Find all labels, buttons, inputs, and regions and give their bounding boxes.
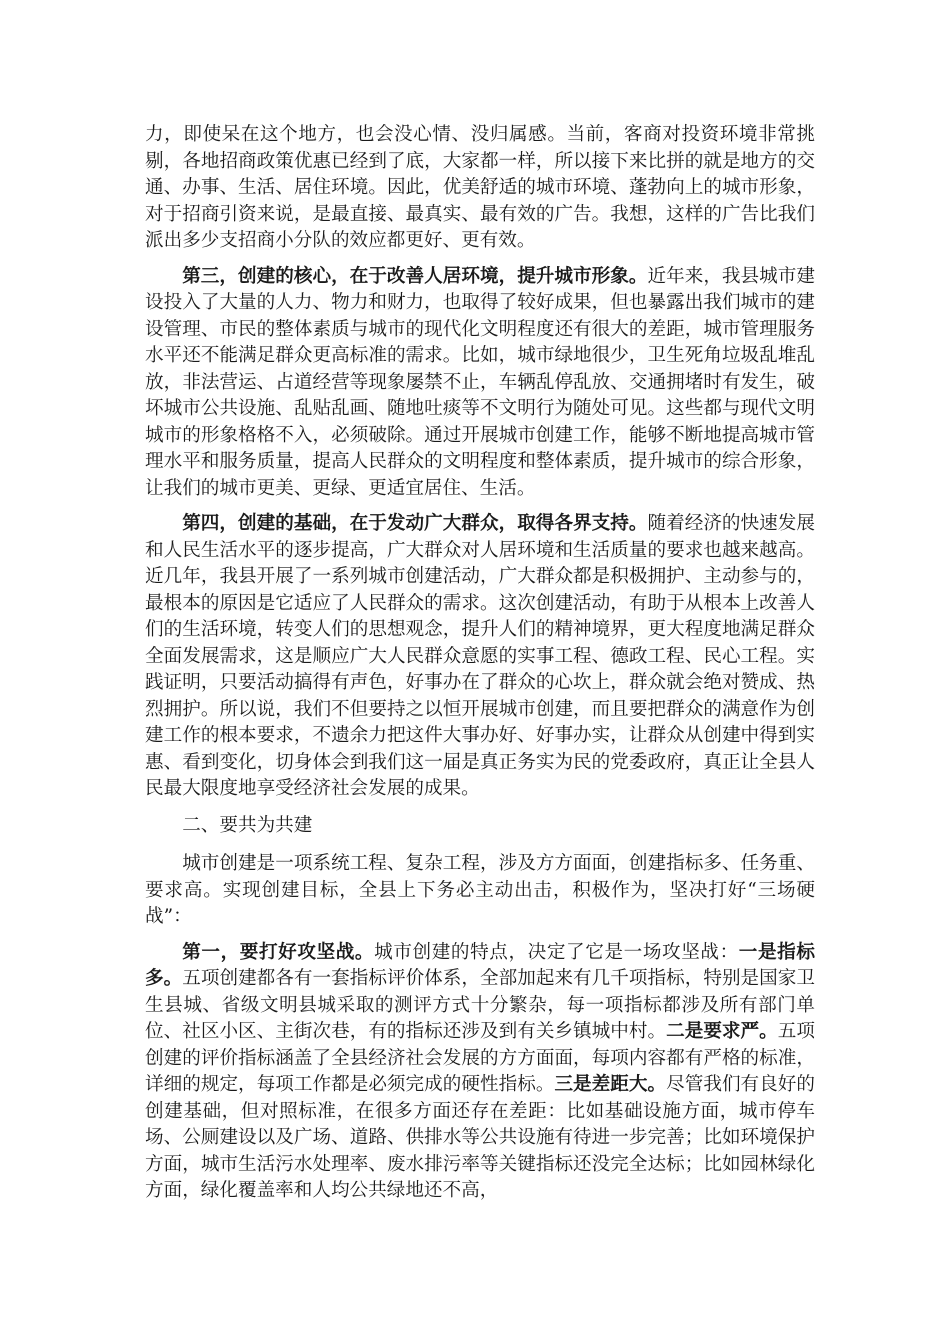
paragraph-text: 力，即使呆在这个地方，也会没心情、没归属感。当前，客商对投资环境非常挑剔，各地招商政策优惠已经到了底，大家都一样，所以接下来比拼的就是地方的交通、办事、生活、居住环境。因此，优美舒适的城市环境、蓬勃向上的城市形象，对于招商引资来说，是最直接、最真实、最有效的广告。我想，这样的广告比我们派出多少支招商小分队的效应都更好、更有效。 [145, 124, 815, 251]
paragraph-text: 近年来，我县城市建设投入了大量的人力、物力和财力，也取得了较好成果，但也暴露出我们城市的建设管理、市民的整体素质与城市的现代化文明程度还有很大的差距，城市管理服务水平还不能满足群众更高标准的需求。比如，城市绿地很少，卫生死角垃圾乱堆乱放，非法营运、占道经营等现象屡禁不止，车辆乱停乱放、交通拥堵时有发生，破坏城市公共设施、乱贴乱画、随地吐痰等不文明行为随处可见。这些都与现代文明城市的形象格格不入，必须破除。通过开展城市创建工作，能够不断地提高城市管理水平和服务质量，提高人民群众的文明程度和整体素质，提升城市的综合形象，让我们的城市更美、更绿、更适宜居住、生活。 [145, 265, 815, 499]
paragraph-text: 城市创建的特点，决定了它是一场攻坚战： [374, 941, 739, 963]
paragraph-text: 城市创建是一项系统工程、复杂工程，涉及方方面面，创建指标多、任务重、要求高。实现创建目标，全县上下务必主动出击，积极作为，坚决打好“三场硬战”： [145, 853, 815, 927]
paragraph-point-four [145, 511, 815, 803]
point-many-indicators: 一是指标多。 [145, 941, 815, 989]
paragraph-investment-environment [145, 122, 815, 255]
first-battle-heading: 第一，要打好攻坚战。 [182, 941, 375, 963]
paragraph-point-three [145, 264, 815, 503]
document-page [145, 122, 815, 1214]
paragraph-text: 五项创建都各有一套指标评价体系，全部加起来有几千项指标，特别是国家卫生县城、省级文明县城采取的测评方式十分繁杂，每一项指标都涉及所有部门单位、社区小区、主街次巷，有的指标还涉及到有关乡镇城中村。 [145, 968, 815, 1042]
point-three-heading: 第三，创建的核心，在于改善人居环境，提升城市形象。 [182, 265, 648, 287]
paragraph-section-intro [145, 851, 815, 931]
paragraph-text: 随着经济的快速发展和人民生活水平的逐步提高，广大群众对人居环境和生活质量的要求也越来越高。近几年，我县开展了一系列城市创建活动，广大群众都是积极拥护、主动参与的，最根本的原因是它适应了人民群众的需求。这次创建活动，有助于从根本上改善人们的生活环境，转变人们的思想观念，提升人们的精神境界，更大程度地满足群众全面发展需求，这是顺应广大人民群众意愿的实事工程、德政工程、民心工程。实践证明，只要活动搞得有声色，好事办在了群众的心坎上，群众就会绝对赞成、热烈拥护。所以说，我们不但要持之以恒开展城市创建，而且要把群众的满意作为创建工作的根本要求，不遗余力把这件大事办好、好事办实，让群众从创建中得到实惠、看到变化，切身体会到我们这一届是真正务实为民的党委政府，真正让全县人民最大限度地享受经济社会发展的成果。 [145, 513, 815, 799]
section-heading-two: 二、要共为共建 [182, 814, 313, 836]
point-four-heading: 第四，创建的基础，在于发动广大群众，取得各界支持。 [182, 513, 648, 534]
paragraph-first-battle [145, 940, 815, 1205]
point-strict-requirements: 二是要求严。 [666, 1021, 778, 1042]
point-large-gap: 三是差距大。 [554, 1074, 667, 1095]
paragraph-text: 尽管我们有良好的创建基础，但对照标准，在很多方面还存在差距：比如基础设施方面，城市停车场、公厕建设以及广场、道路、供排水等公共设施有待进一步完善；比如环境保护方面，城市生活污水处理率、废水排污率等关键指标还没完全达标；比如园林绿化方面，绿化覆盖率和人均公共绿地还不高， [145, 1074, 815, 1201]
paragraph-text: 五项创建的评价指标涵盖了全县经济社会发展的方方面面，每项内容都有严格的标准，详细的规定，每项工作都是必须完成的硬性指标。 [145, 1021, 815, 1095]
